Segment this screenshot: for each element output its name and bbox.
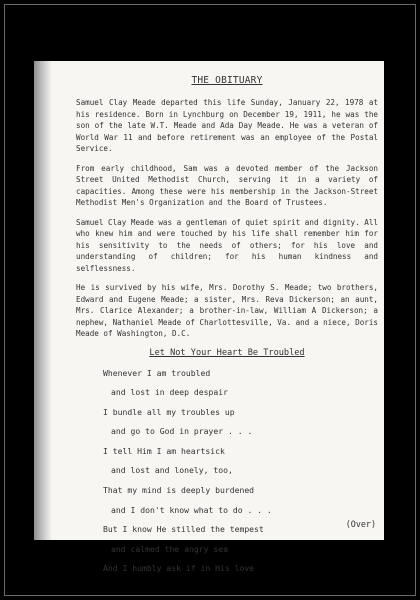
poem-line: I bundle all my troubles up [103,406,235,417]
document-content [76,75,378,582]
poem-title: Let Not Your Heart Be Troubled [149,347,305,358]
poem-line: and calmed the angry sea [111,543,228,554]
poem-line: But I know He stilled the tempest [103,524,264,535]
document-page [34,61,384,574]
poem-line: and lost in deep despair [111,387,228,398]
poem-line: And I humbly ask if in His love [103,563,255,574]
over-label: (Over) [345,519,376,529]
poem [103,367,378,583]
poem-line: Whenever I am troubled [103,367,211,378]
page-edge-shadow [34,61,52,540]
poem-line: That my mind is deeply burdened [103,485,255,496]
paragraph-church: From early childhood, Sam was a devoted member of the Jackson Street United Methodist Church, serving it in a variety of capacities. Among these were his membership in the Jackson-Street Methodist Men's Organization and the Board of Trustees. [76,163,378,207]
paragraph-survivors: He is survived by his wife, Mrs. Dorothy S. Meade; two brothers, Edward and Eugene Meade; a sister, Mrs. Reva Dickerson; an aunt, Mrs. Clarice Alexander; a brother-in-law, William A Dickerson; a nephew, Nathaniel Meade of Charlottesville, Va. and a niece, Doris Meade of Washington, D.C. [76,283,378,338]
poem-line: I tell Him I am heartsick [103,445,225,456]
paragraph-birth: Samuel Clay Meade departed this life Sunday, January 22, 1978 at his residence. Born in Lynchburg on December 19, 1911, he was the son of the late W.T. Meade and Ada Day Meade. He was a veteran of World War 11 and before retirement was an employee of the Postal Service. [76,98,378,153]
poem-line: and lost and lonely, too, [111,465,233,476]
document-title: THE OBITUARY [191,75,263,86]
poem-line: and go to God in prayer . . . [111,426,253,437]
paragraph-character: Samuel Clay Meade was a gentleman of quiet spirit and dignity. All who knew him and were touched by his life shall remember him for his sensitivity to the needs of others; for his love and understanding of children; for his human kindness and selflessness. [76,217,378,273]
poem-line: and I don't know what to do . . . [111,504,272,515]
